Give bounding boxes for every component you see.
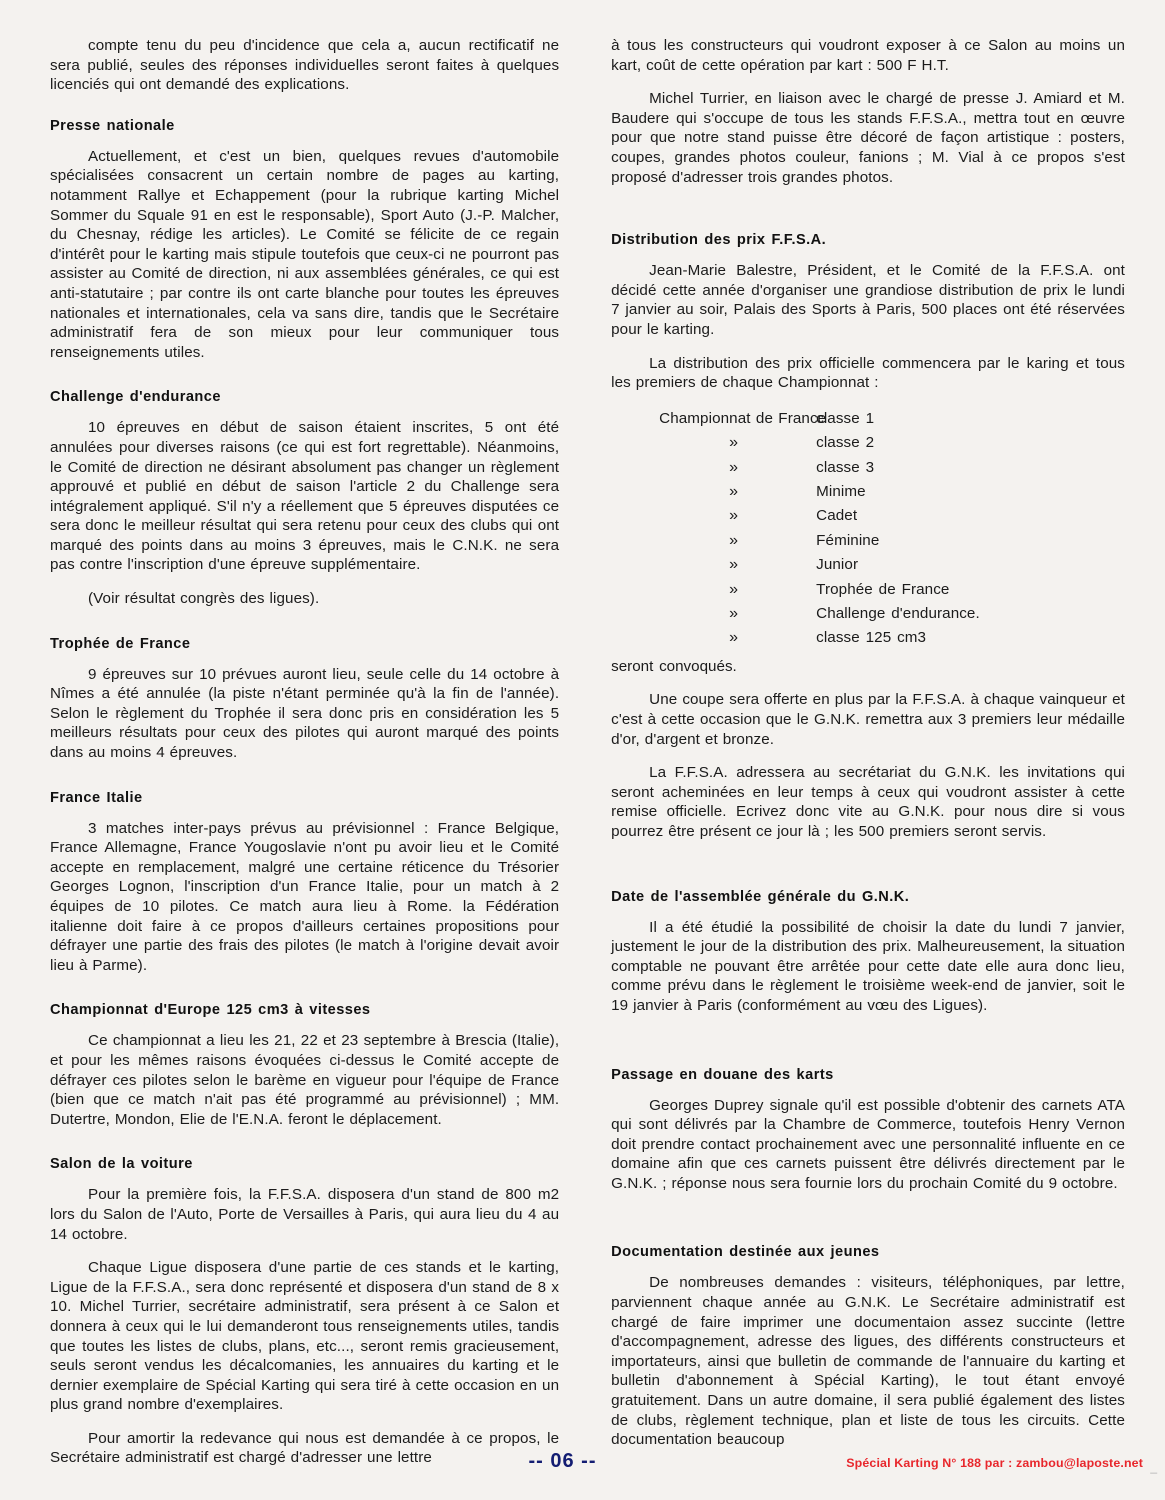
list-item bbox=[611, 431, 1125, 455]
list-tail-text: seront convoqués. bbox=[611, 657, 737, 675]
paragraph-date-assemblee-1: Il a été étudié la possibilité de choisir la date du lundi 7 janvier, justement le jour de la distribution des prix. Malheureusement, la situation comptable ne pouvant être arrêtée pour cette date elle aura donc lieu, comme prévu dans le règlement le troisième week-end de janvier, soit le 19 janvier à Paris (conformément au vœu des Ligues). bbox=[611, 918, 1125, 1014]
section-heading-date-assemblee: Date de l'assemblée générale du G.N.K. bbox=[611, 888, 910, 905]
section-heading-passage-douane: Passage en douane des karts bbox=[611, 1066, 834, 1083]
championship-value: Junior bbox=[816, 556, 859, 574]
championship-label: » bbox=[729, 458, 739, 476]
paragraph-distribution-2: La distribution des prix officielle commencera par le karing et tous les premiers de chaque Championnat : bbox=[611, 354, 1125, 392]
championship-value: Féminine bbox=[816, 531, 880, 549]
section-heading-france-italie: France Italie bbox=[50, 789, 143, 806]
paragraph-france-italie-1: 3 matches inter-pays prévus au prévisionnel : France Belgique, France Allemagne, France Yougoslavie n'ont pu avoir lieu et le Comité accepte en remplacement, malgré une certaine réticence du Trésorier Georges Lognon, l'inscription d'un France Italie, pour un match à 2 équipes de 10 pilotes. Ce match aura lieu à Rome. la Fédération italienne doit faire à ce propos d'ailleurs certaines propositions pour défrayer une partie des frais des pilotes (le match à l'origine devait avoir lieu à Parme). bbox=[50, 819, 560, 974]
section-heading-championnat-europe: Championnat d'Europe 125 cm3 à vitesses bbox=[50, 1002, 371, 1019]
championship-list bbox=[611, 407, 1125, 651]
championship-value: Challenge d'endurance. bbox=[816, 604, 980, 622]
championship-value: classe 2 bbox=[816, 434, 875, 452]
section-heading-trophee-de-france: Trophée de France bbox=[50, 635, 191, 652]
intro-paragraph: compte tenu du peu d'incidence que cela a, aucun rectificatif ne sera publié, seules des réponses individuelles seront faites à quelques licenciés qui ont demandé des explications. bbox=[50, 37, 560, 94]
paragraph-presse-nationale-1: Actuellement, et c'est un bien, quelques revues d'automobile spécialisées consacrent un certain nombre de pages au karting, notamment Rallye et Echappement (pour la rubrique karting Michel Sommer du Squale 91 en est le responsable), Sport Auto (J.-P. Malcher, du Chesnay, rédige les articles). Le Comité se félicite de ce regain d'intérêt pour le karting mais stipule toutefois que ceux-ci ne pourront pas assister au Comité de direction, ni aux assemblées générales, ce qui est anti-statutaire ; par contre ils ont carte blanche pour toutes les épreuves nationales et internationales, cela va sans dire, tandis que le Secrétaire administratif fera de son mieux pour leur communiquer tous renseignements utiles. bbox=[50, 147, 560, 361]
section-heading-distribution-des-prix: Distribution des prix F.F.S.A. bbox=[611, 232, 827, 249]
list-item bbox=[611, 504, 1125, 528]
paragraph-documentation-1: De nombreuses demandes : visiteurs, téléphoniques, par lettre, parviennent chaque année au G.N.K. Le Secrétaire administratif est chargé de faire imprimer une documentaion assez succinte (lettre d'accompagnement, adresse des ligues, des différents constructeurs et importateurs, ainsi que bulletin de commande de l'annuaire du karting et bulletin d'abonnement à Spécial Karting), le tout étant envoyé gratuitement. Dans un autre domaine, il sera publié également des listes de clubs, règlement technique, plan et liste de tous les circuits. Cette documentation beaucoup bbox=[611, 1274, 1125, 1449]
list-item bbox=[611, 553, 1125, 577]
paragraph-salon-1: Pour la première fois, la F.F.S.A. disposera d'un stand de 800 m2 lors du Salon de l'Auto, Porte de Versailles à Paris, qui aura lieu du 4 au 14 octobre. bbox=[50, 1186, 560, 1243]
paragraph-distribution-1: Jean-Marie Balestre, Président, et le Comité de la F.F.S.A. ont décidé cette année d'organiser une grandiose distribution de prix le lundi 7 janvier au soir, Palais des Sports à Paris, 500 places ont été réservées pour le karting. bbox=[611, 262, 1125, 338]
list-item bbox=[611, 626, 1125, 650]
page-number: -- 06 -- bbox=[528, 1450, 597, 1472]
list-item bbox=[611, 602, 1125, 626]
championship-value: classe 3 bbox=[816, 458, 875, 476]
championship-label: » bbox=[729, 629, 739, 647]
championship-label: » bbox=[729, 556, 739, 574]
section-heading-documentation-jeunes: Documentation destinée aux jeunes bbox=[611, 1244, 880, 1261]
paragraph-distribution-3: Une coupe sera offerte en plus par la F.F.S.A. à chaque vainqueur et c'est à cette occasion que le G.N.K. remettra aux 3 premiers leur médaille d'or, d'argent et bronze. bbox=[611, 691, 1125, 748]
championship-value: classe 125 cm3 bbox=[816, 629, 927, 647]
paragraph-challenge-endurance-1: 10 épreuves en début de saison étaient inscrites, 5 ont été annulées pour diverses raisons (ce qui est fort regrettable). Néanmoins, le Comité de direction ne désirant absolument pas changer un règlement approuvé et publié en début de saison l'article 2 du Challenge sera intégralement appliqué. S'il n'y a réellement que 5 épreuves disputées ce sera donc le meilleur résultat qui sera retenu pour ceux des clubs qui ont marqué des points dans au moins 3 épreuves, mais le C.N.K. ne sera pas contre l'inscription d'une épreuve supplémentaire. bbox=[50, 419, 560, 574]
section-heading-presse-nationale: Presse nationale bbox=[50, 117, 175, 134]
paragraph-salon-2: Chaque Ligue disposera d'une partie de ces stands et le karting, Ligue de la F.F.S.A., sera donc représenté et disposera d'un stand de 8 x 10. Michel Turrier, secrétaire administratif, sera présent à ce Salon et donnera à ceux qui le lui demanderont tous renseignements utiles, tandis que toutes les listes de clubs, plans, etc..., seront remis gracieusement, seuls seront vendus les décalcomanies, les annuaires du karting et le dernier exemplaire de Spécial Karting qui sera tiré à cette occasion en un plus grand nombre d'exemplaires. bbox=[50, 1259, 560, 1414]
championship-label: » bbox=[729, 434, 739, 452]
championship-label: » bbox=[729, 580, 739, 598]
list-item bbox=[611, 456, 1125, 480]
paragraph-trophee-de-france-1: 9 épreuves sur 10 prévues auront lieu, seule celle du 14 octobre à Nîmes a été annulée (la piste n'étant perminée qu'à la fin de l'année). Selon le règlement du Trophée il sera donc pris en considération les 5 meilleurs résultats pour ceux des pilotes qui auront marqué des points dans au moins 4 épreuves. bbox=[50, 665, 560, 762]
credit-line: Spécial Karting N° 188 par : zambou@laposte.net bbox=[846, 1456, 1143, 1470]
list-item bbox=[611, 578, 1125, 602]
credit-tail-mark: _ bbox=[1150, 1460, 1157, 1474]
championship-value: classe 1 bbox=[816, 409, 875, 427]
continuation-paragraph-1: à tous les constructeurs qui voudront exposer à ce Salon au moins un kart, coût de cette opération par kart : 500 F H.T. bbox=[611, 37, 1125, 74]
section-heading-salon-de-la-voiture: Salon de la voiture bbox=[50, 1156, 193, 1173]
continuation-paragraph-2: Michel Turrier, en liaison avec le chargé de presse J. Amiard et M. Baudere qui s'occupe de tous les stands F.F.S.A., mettra tout en œuvre pour que notre stand puisse être décoré de façon artistique : posters, coupes, grandes photos couleur, fanions ; M. Vial à ce propos s'est proposé d'adresser trois grandes photos. bbox=[611, 90, 1125, 186]
right-column bbox=[611, 36, 1125, 1449]
paragraph-distribution-4: La F.F.S.A. adressera au secrétariat du G.N.K. les invitations qui seront acheminées en leur temps à ceux qui voudront assister à cette remise officielle. Ecrivez donc vite au G.N.K. pour nous dire si vous pourrez être présent ce jour là ; les 500 premiers seront servis. bbox=[611, 764, 1125, 840]
list-item bbox=[611, 529, 1125, 553]
paragraph-championnat-europe-1: Ce championnat a lieu les 21, 22 et 23 septembre à Brescia (Italie), et pour les mêmes raisons évoquées ci-dessus le Comité accepte de défrayer ces pilotes selon le barème en vigueur pour l'équipe de France (bien que ce match n'ait pas été programmé au prévisionnel) ; MM. Dutertre, Mondon, Elie de l'E.N.A. feront le déplacement. bbox=[50, 1032, 560, 1128]
championship-label: » bbox=[729, 531, 739, 549]
page-footer bbox=[0, 1450, 1165, 1484]
paragraph-passage-douane-1: Georges Duprey signale qu'il est possible d'obtenir des carnets ATA qui sont délivrés par la Chambre de Commerce, toutefois Henry Vernon doit prendre contact prochainement avec une personnalité influente en ce domaine afin que ces carnets puissent être délivrés directement par le G.N.K. ; réponse nous sera fournie lors du prochain Comité du 9 octobre. bbox=[611, 1096, 1125, 1192]
championship-label: » bbox=[729, 604, 739, 622]
list-item bbox=[611, 407, 1125, 431]
paragraph-challenge-endurance-2: (Voir résultat congrès des ligues). bbox=[88, 590, 320, 608]
paragraph-salon-3: Pour amortir la redevance qui nous est demandée à ce propos, le Secrétaire administratif est chargé d'adresser une lettre bbox=[50, 1429, 560, 1467]
section-heading-challenge-endurance: Challenge d'endurance bbox=[50, 389, 221, 406]
championship-value: Trophée de France bbox=[816, 580, 950, 598]
left-column bbox=[50, 36, 560, 1467]
championship-label: » bbox=[729, 507, 739, 525]
championship-value: Minime bbox=[816, 482, 866, 500]
list-item bbox=[611, 480, 1125, 504]
championship-label: » bbox=[729, 482, 739, 500]
championship-label: Championnat de France bbox=[659, 409, 827, 427]
championship-value: Cadet bbox=[816, 507, 858, 525]
